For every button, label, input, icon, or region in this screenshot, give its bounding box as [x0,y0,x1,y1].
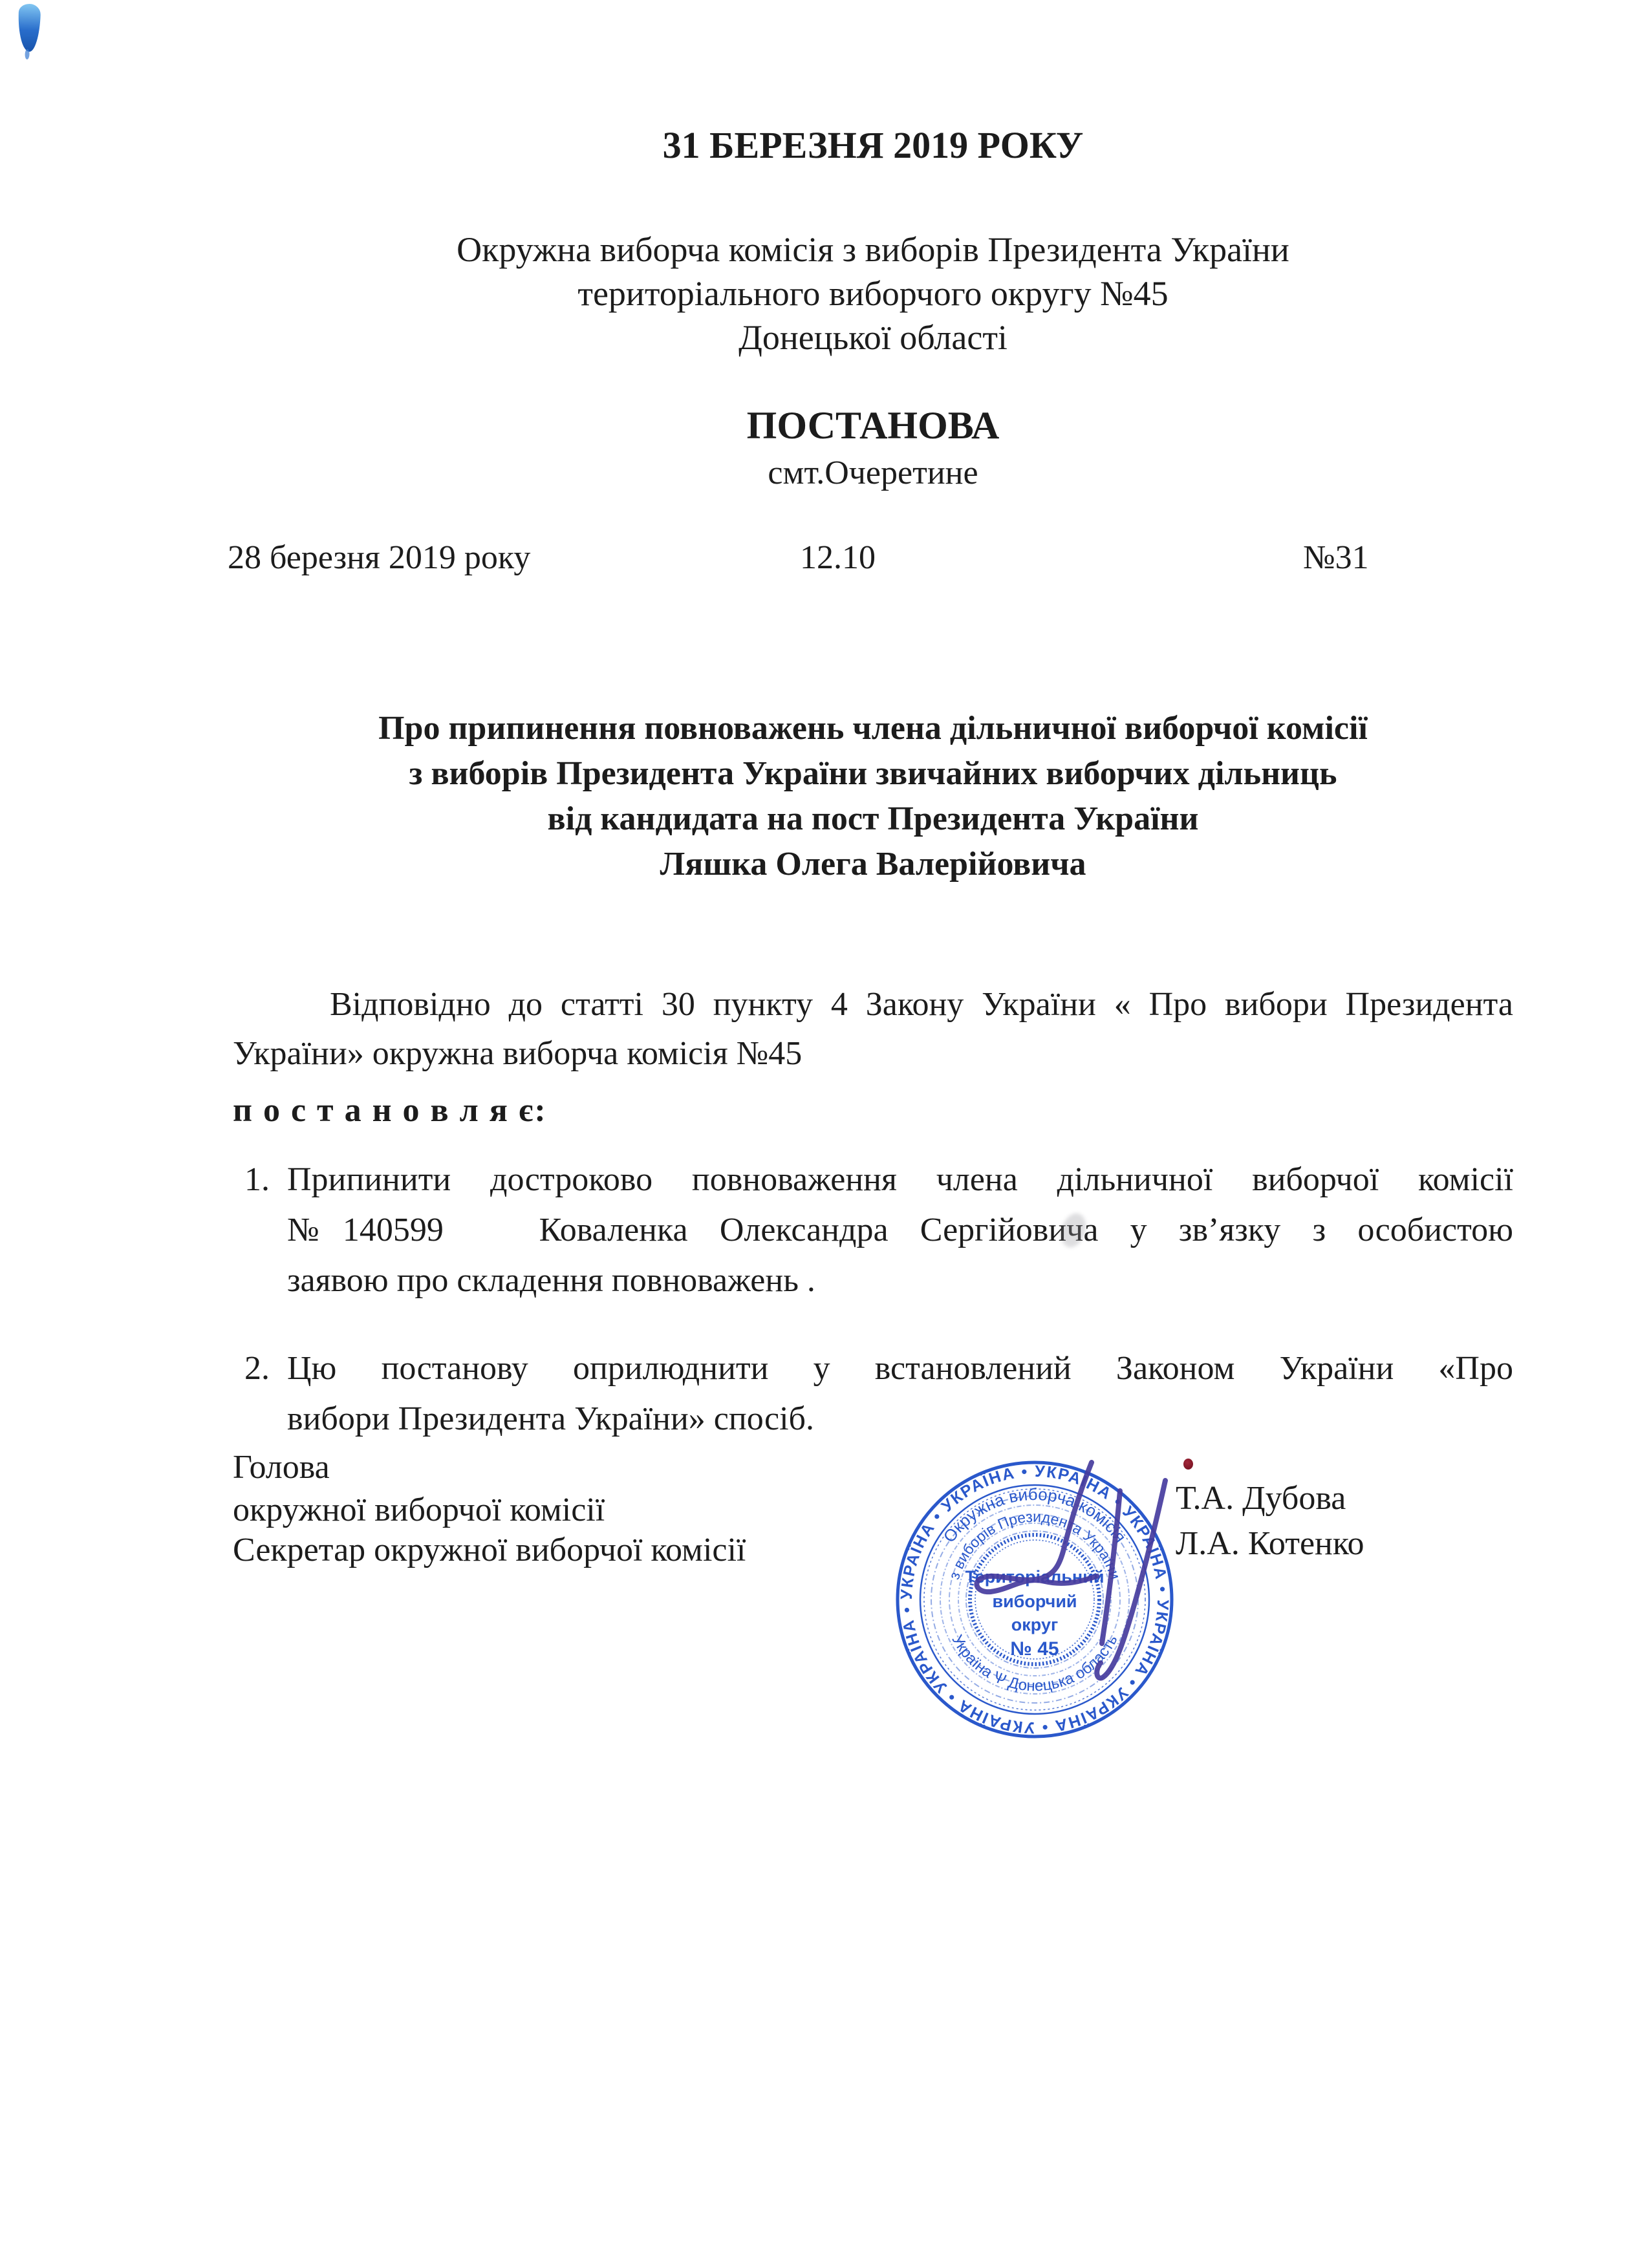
resolution-item [244,1343,1513,1444]
doc-type-heading: ПОСТАНОВА [746,404,1000,447]
intro-paragraph [233,980,1513,1078]
resolution-item [244,1155,1513,1306]
item-line: вибори Президента України» спосіб. [287,1400,814,1437]
org-name-block [233,228,1513,359]
stamp-outer-ring-text: УКРАЇНА • УКРАЇНА • УКРАЇНА • УКРАЇНА • УКРАЇНА • УКРАЇНА • УКРАЇНА • УКРАЇНА • [897,1462,1172,1737]
stamp-arc-line2: з виборів Президента України [945,1508,1125,1581]
item-line: №140599 Коваленка Олександра Сергійовича у зв’язку з особистою [287,1212,1513,1248]
page-title: 31 БЕРЕЗНЯ 2019 РОКУ [662,124,1084,166]
body-text [233,980,1513,1482]
intro-line: Відповідно до статті 30 пункту 4 Закону України « Про вибори Президента [330,986,1513,1023]
doc-number: №31 [1303,539,1369,576]
intro-line: України» окружна виборча комісія №45 [233,1035,803,1072]
subject-line: з виборів Президента України звичайних виборчих дільниць [409,755,1337,792]
subject-line: від кандидата на пост Президента України [547,800,1199,837]
chair-title-line1: Голова [233,1449,330,1486]
chair-title-line2: окружної виборчої комісії [233,1492,605,1528]
chair-name: Т.А. Дубова [1176,1480,1346,1517]
org-line: Донецької області [738,318,1008,357]
item-line: Припинити достроково повноваження члена дільничної виборчої комісії [287,1161,1513,1198]
doc-date: 28 березня 2019 року [228,539,531,576]
ink-smudge-top-left [17,3,41,52]
handwritten-signature [918,1443,1196,1721]
item-line: заявою про складення повноважень . [287,1262,815,1299]
subject-line: Про припинення повноважень члена дільничної виборчої комісії [378,710,1368,747]
org-line: Окружна виборча комісія з виборів Президента України [457,230,1289,269]
item-line: Цю постанову оприлюднити у встановлений Законом України «Про [287,1350,1513,1387]
secretary-name: Л.А. Котенко [1176,1525,1364,1562]
resolves-label: п о с т а н о в л я є: [233,1092,547,1129]
item-number: 1. [244,1161,270,1198]
stamp-arc-bottom: Україна Ѱ Донецька область [948,1632,1121,1695]
resolution-items [233,1155,1513,1444]
org-line: територіального виборчого округу №45 [577,274,1169,313]
item-number: 2. [244,1350,270,1387]
place-line: смт.Очеретине [768,455,978,491]
svg-text:Територіальний: Територіальний [965,1567,1105,1587]
doc-time: 12.10 [800,539,876,576]
date-number-row [228,538,1513,583]
secretary-title-line: Секретар окружної виборчої комісії [233,1532,746,1568]
subject-line: Ляшка Олега Валерійовича [660,846,1086,883]
stamp-arc-line1: Окружна виборча комісія [939,1484,1130,1546]
subject-heading [233,706,1513,887]
svg-text:округ: округ [1011,1615,1059,1634]
svg-text:виборчий: виборчий [992,1592,1077,1611]
svg-text:№ 45: № 45 [1010,1638,1059,1660]
